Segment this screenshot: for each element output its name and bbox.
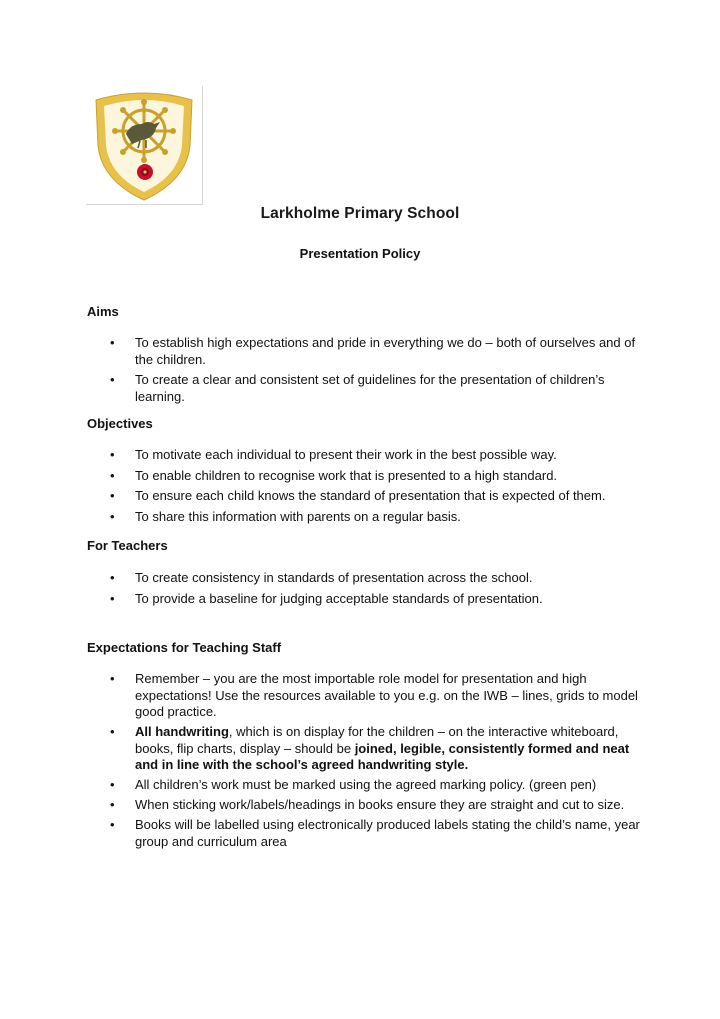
bullet-icon: • bbox=[110, 488, 115, 503]
bullet-icon: • bbox=[110, 467, 115, 483]
bullet-icon: • bbox=[110, 724, 115, 739]
policy-title: Presentation Policy bbox=[299, 246, 421, 261]
list-item: • Books will be labelled using electronically produced labels stating the child’s name, year group and curriculum area bbox=[110, 817, 640, 849]
list-item: • To ensure each child knows the standard of presentation that is expected of them. bbox=[110, 488, 606, 503]
bullet-icon: • bbox=[110, 777, 115, 792]
expectations-list bbox=[110, 671, 640, 854]
expectations-heading: Expectations for Teaching Staff bbox=[87, 640, 282, 655]
bullet-icon: • bbox=[110, 447, 115, 462]
teachers-list bbox=[110, 570, 640, 611]
crest-shield-icon bbox=[86, 86, 203, 205]
bullet-icon: • bbox=[110, 372, 115, 387]
bullet-icon: • bbox=[110, 335, 115, 350]
list-item: • All handwriting, which is on display for the children – on the interactive whiteboard, books, flip charts, display – should be joined, legible, consistently formed and neat and in line with the school’s agreed handwriting style. bbox=[110, 724, 630, 772]
bullet-icon: • bbox=[110, 797, 115, 812]
objectives-heading: Objectives bbox=[87, 416, 153, 431]
list-item: • To establish high expectations and pride in everything we do – both of ourselves and of the children. bbox=[110, 335, 636, 367]
teachers-heading: For Teachers bbox=[87, 538, 168, 553]
list-item: • To enable children to recognise work that is presented to a high standard. bbox=[110, 467, 558, 483]
list-item: • To share this information with parents on a regular basis. bbox=[110, 508, 461, 524]
bullet-icon: • bbox=[110, 570, 115, 585]
aims-heading: Aims bbox=[87, 304, 119, 319]
bullet-icon: • bbox=[110, 590, 115, 606]
school-crest-logo bbox=[86, 86, 203, 205]
bullet-icon: • bbox=[110, 671, 115, 686]
bullet-icon: • bbox=[110, 817, 115, 832]
list-item: • When sticking work/labels/headings in books ensure they are straight and cut to size. bbox=[110, 797, 625, 812]
list-item: • To create a clear and consistent set of guidelines for the presentation of children’s learning. bbox=[110, 372, 605, 404]
list-item: • All children’s work must be marked using the agreed marking policy. (green pen) bbox=[110, 777, 597, 792]
objectives-list bbox=[110, 447, 640, 529]
aims-list bbox=[110, 335, 640, 409]
bullet-icon: • bbox=[110, 508, 115, 524]
school-name-title: Larkholme Primary School bbox=[260, 205, 460, 222]
list-item: • To provide a baseline for judging acceptable standards of presentation. bbox=[110, 590, 543, 606]
list-item: • To motivate each individual to present their work in the best possible way. bbox=[110, 447, 557, 462]
list-item: • To create consistency in standards of presentation across the school. bbox=[110, 570, 533, 585]
list-item: • Remember – you are the most importable role model for presentation and high expectations! Use the resources available to you e.g. on the IWB – lines, grids to model good practice. bbox=[110, 671, 638, 719]
